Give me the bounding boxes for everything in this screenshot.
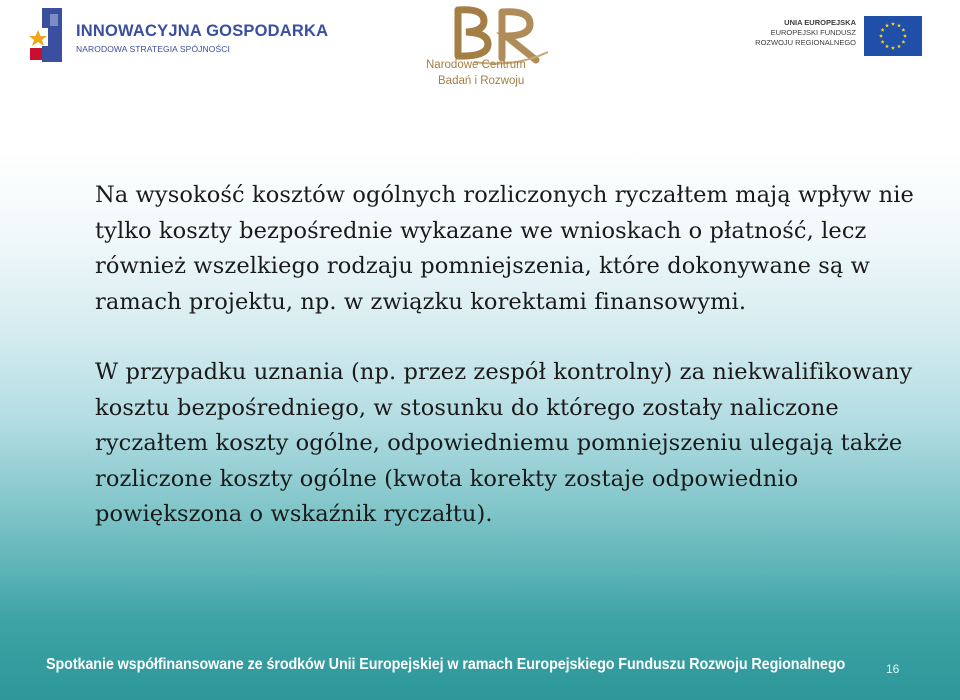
slide-body bbox=[95, 178, 915, 533]
eu-text-block bbox=[755, 18, 856, 48]
ncbr-name-line2: Badań i Rozwoju bbox=[438, 75, 525, 87]
paragraph-ineligible-cost: W przypadku uznania (np. przez zespół kontrolny) za niekwalifikowany kosztu bezpośredniego, w stosunku do którego zostały naliczone ryczałtem koszty ogólne, odpowiedniemu pomniejszeniu ulegają także rozliczone koszty ogólne (kwota korekty zostaje odpowiednio powiększona o wskaźnik ryczałtu). bbox=[95, 359, 913, 527]
innowacyjna-gospodarka-emblem-icon bbox=[28, 6, 64, 64]
page-number: 16 bbox=[886, 662, 900, 676]
ncbr-name-line1: Narodowe Centrum bbox=[426, 59, 526, 71]
br-monogram-icon bbox=[444, 4, 552, 66]
narodowa-strategia-subtitle: NARODOWA STRATEGIA SPÓJNOŚCI bbox=[76, 44, 230, 54]
innowacyjna-gospodarka-logo bbox=[28, 6, 328, 66]
eu-line1: UNIA EUROPEJSKA bbox=[784, 18, 856, 27]
innowacyjna-gospodarka-title: INNOWACYJNA GOSPODARKA bbox=[76, 22, 329, 40]
eu-flag-icon bbox=[864, 16, 922, 56]
paragraph-general-costs: Na wysokość kosztów ogólnych rozliczonych ryczałtem mają wpływ nie tylko koszty bezpośrednie wykazane we wnioskach o płatność, lecz również wszelkiego rodzaju pomniejszenia, które dokonywane są w ramach projektu, np. w związku korektami finansowymi. bbox=[95, 182, 914, 315]
eu-logo bbox=[755, 16, 930, 58]
footer-cofinancing-note: Spotkanie współfinansowane ze środków Unii Europejskiej w ramach Europejskiego Funduszu Rozwoju Regionalnego bbox=[46, 656, 846, 673]
header bbox=[0, 0, 960, 110]
eu-line3: ROZWOJU REGIONALNEGO bbox=[755, 38, 856, 47]
ncbr-logo bbox=[418, 4, 568, 96]
eu-line2: EUROPEJSKI FUNDUSZ bbox=[770, 28, 856, 37]
